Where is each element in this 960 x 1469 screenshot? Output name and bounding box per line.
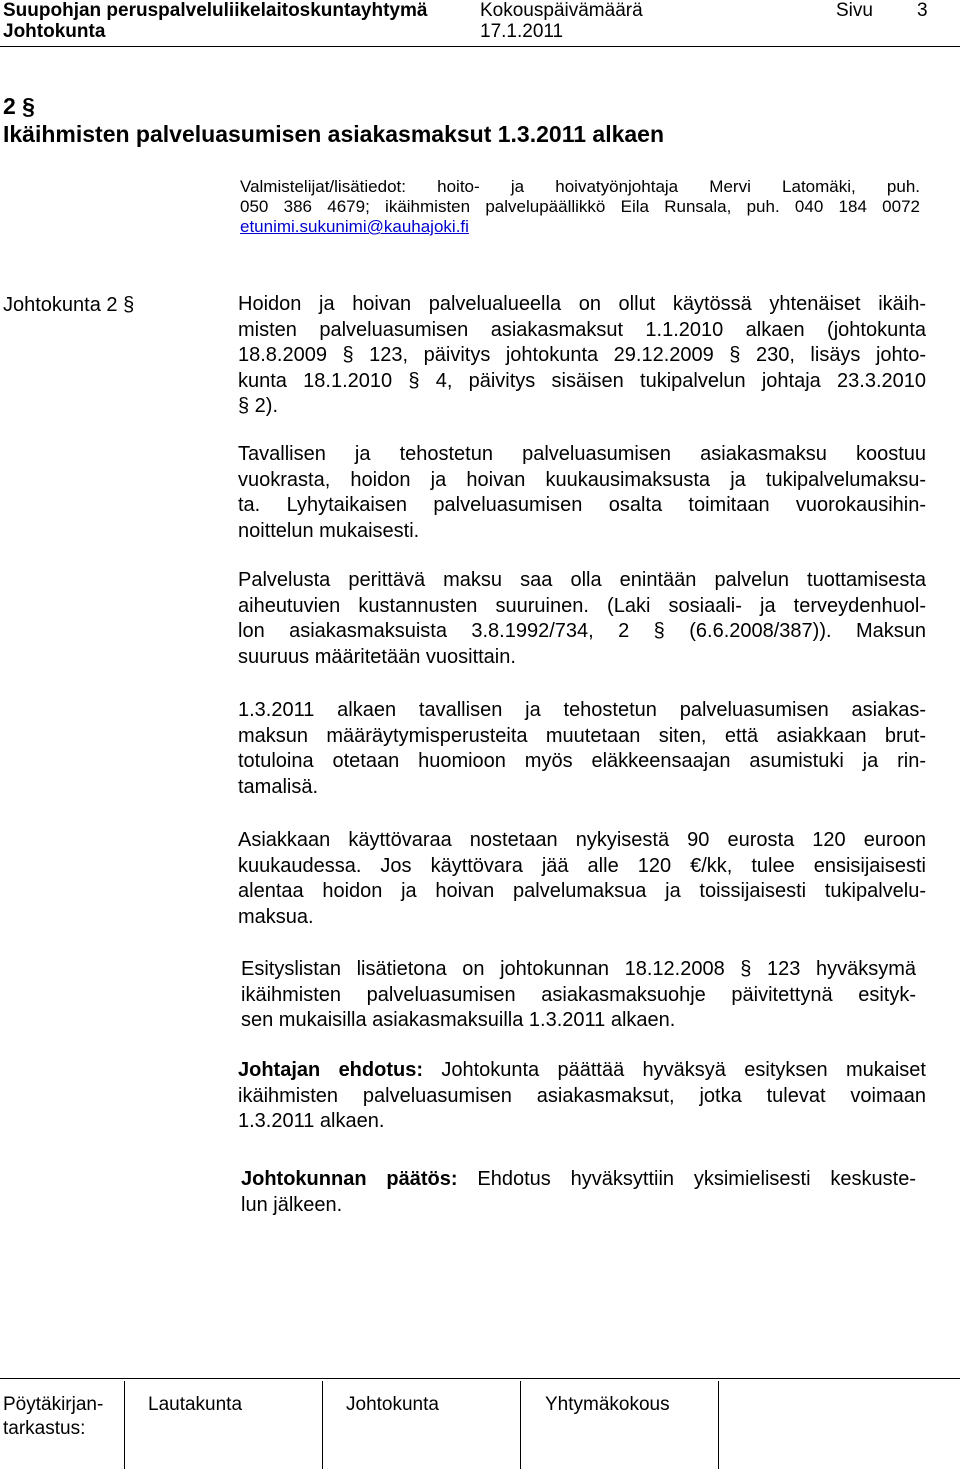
paragraph-1	[238, 292, 926, 420]
preparers-email-link[interactable]: etunimi.sukunimi@kauhajoki.fi	[240, 217, 469, 236]
footer-separator	[718, 1381, 719, 1469]
header-page-number: 3	[917, 0, 928, 21]
p3-line: suuruus määritetään vuosittain.	[238, 645, 516, 668]
p2-line: noittelun mukaisesti.	[238, 519, 420, 542]
p2-line: Tavallisen ja tehostetun palveluasumisen asiakasmaksu koostuu	[238, 443, 926, 465]
paragraph-4	[238, 698, 926, 800]
header-organization: Suupohjan peruspalveluliikelaitoskuntayhtymä	[3, 0, 428, 21]
footer-check-label-2: tarkastus:	[3, 1418, 86, 1439]
paragraph-2	[238, 442, 926, 544]
preparers-line-1: Valmistelijat/lisätiedot: hoito- ja hoivatyönjohtaja Mervi Latomäki, puh.	[240, 177, 920, 196]
side-label: Johtokunta 2 §	[3, 294, 135, 316]
p5-line: maksua.	[238, 905, 314, 928]
p5-line: Asiakkaan käyttövaraa nostetaan nykyisestä 90 eurosta 120 euroon	[238, 829, 926, 851]
p1-line: 18.8.2009 § 123, päivitys johtokunta 29.12.2009 § 230, lisäys johto-	[238, 344, 926, 366]
p6-line: sen mukaisilla asiakasmaksuilla 1.3.2011 alkaen.	[241, 1009, 676, 1031]
p6-line: Esityslistan lisätietona on johtokunnan 18.12.2008 § 123 hyväksymä	[241, 958, 916, 980]
p4-line: maksun määräytymisperusteita muutetaan siten, että asiakkaan brut-	[238, 724, 926, 747]
footer-col-johtokunta: Johtokunta	[346, 1394, 439, 1415]
paragraph-6	[241, 957, 916, 1034]
p5-line: alentaa hoidon ja hoivan palvelumaksua ja toissijaisesti tukipalvelu-	[238, 880, 926, 902]
p4-line: totuloina otetaan huomioon myös eläkkeensaajan asumistuki ja rin-	[238, 750, 926, 772]
proposal-block	[238, 1058, 926, 1135]
section-title: Ikäihmisten palveluasumisen asiakasmaksut 1.3.2011 alkaen	[3, 121, 665, 147]
header-divider	[0, 46, 960, 47]
p1-line: misten palveluasumisen asiakasmaksut 1.1.2010 alkaen (johtokunta	[238, 318, 926, 341]
p6-line: ikäihmisten palveluasumisen asiakasmaksuohje päivitettynä esityk-	[241, 983, 916, 1006]
header-date: 17.1.2011	[480, 21, 564, 42]
decision-label: Johtokunnan päätös:	[241, 1168, 458, 1190]
preparers-line-2: 050 386 4679; ikäihmisten palvelupäällikkö Eila Runsala, puh. 040 184 0072	[240, 197, 920, 216]
section-number: 2 §	[3, 93, 35, 119]
header-date-label: Kokouspäivämäärä	[480, 0, 643, 21]
p1-line: kunta 18.1.2010 § 4, päivitys sisäisen tukipalvelun johtaja 23.3.2010	[238, 369, 926, 392]
proposal-line-3: 1.3.2011 alkaen.	[238, 1110, 385, 1132]
p1-line: Hoidon ja hoivan palvelualueella on ollut käytössä yhtenäiset ikäih-	[238, 293, 926, 315]
decision-block	[241, 1167, 916, 1218]
preparers-block	[240, 177, 920, 237]
p5-line: kuukaudessa. Jos käyttövara jää alle 120 €/kk, tulee ensisijaisesti	[238, 854, 926, 877]
p2-line: vuokrasta, hoidon ja hoivan kuukausimaksusta ja tukipalvelumaksu-	[238, 468, 926, 491]
proposal-line-2: ikäihmisten palveluasumisen asiakasmaksut, jotka tulevat voimaan	[238, 1084, 926, 1107]
p3-line: aiheutuvien kustannusten suuruinen. (Laki sosiaali- ja terveydenhuol-	[238, 594, 926, 617]
footer-separator	[124, 1381, 125, 1469]
header-page-label: Sivu	[836, 0, 873, 21]
proposal-line-1	[238, 1058, 926, 1084]
footer-col-lautakunta: Lautakunta	[148, 1394, 243, 1415]
paragraph-3	[238, 568, 926, 670]
header-body: Johtokunta	[3, 21, 106, 42]
p3-line: Palvelusta perittävä maksu saa olla enintään palvelun tuottamisesta	[238, 569, 926, 591]
p4-line: tamalisä.	[238, 775, 319, 798]
p4-line: 1.3.2011 alkaen tavallisen ja tehostetun palveluasumisen asiakas-	[238, 699, 926, 721]
p3-line: lon asiakasmaksuista 3.8.1992/734, 2 § (6.6.2008/387)). Maksun	[238, 620, 926, 642]
footer-separator	[520, 1381, 521, 1469]
footer-check-label-1: Pöytäkirjan-	[3, 1394, 104, 1415]
footer-divider	[0, 1378, 960, 1379]
p2-line: ta. Lyhytaikaisen palveluasumisen osalta toimitaan vuorokausihin-	[238, 494, 926, 516]
proposal-text-1: Johtokunta päättää hyväksyä esityksen mukaiset	[423, 1059, 926, 1081]
paragraph-5	[238, 828, 926, 930]
decision-text-1: Ehdotus hyväksyttiin yksimielisesti keskuste-	[457, 1168, 916, 1190]
decision-line-1	[241, 1167, 916, 1193]
decision-line-2: lun jälkeen.	[241, 1193, 343, 1216]
footer-col-yhtymakokous: Yhtymäkokous	[545, 1394, 670, 1415]
p1-line: § 2).	[238, 395, 279, 417]
proposal-label: Johtajan ehdotus:	[238, 1059, 423, 1081]
footer-separator	[322, 1381, 323, 1469]
